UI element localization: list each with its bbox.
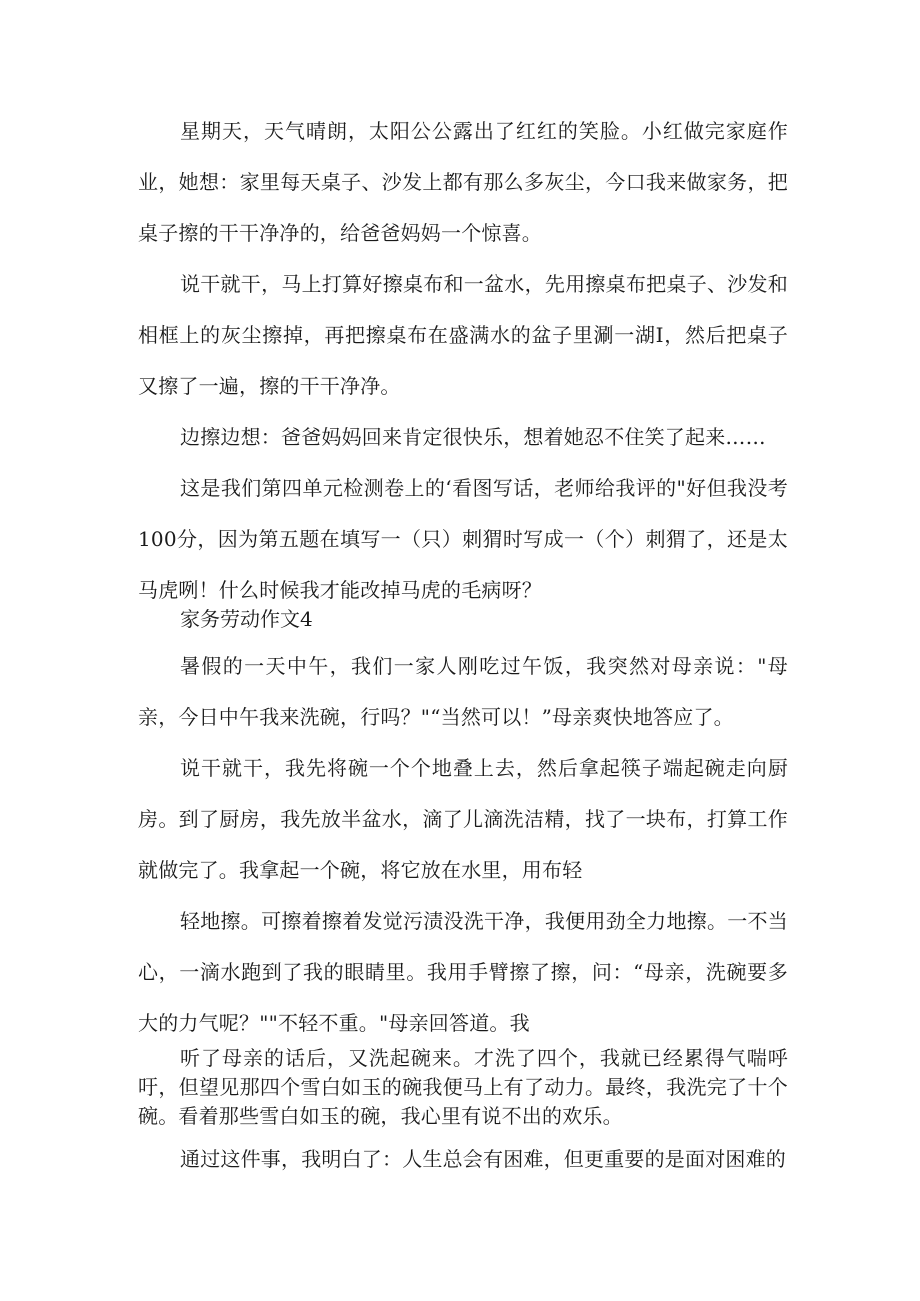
paragraph-9: 通过这件事，我明白了：人生总会有困难，但更重要的是面对困难的 [180,1147,786,1171]
paragraph-3: 边擦边想：爸爸妈妈回来肯定很快乐，想着她忍不住笑了起来…… [180,425,766,449]
section-title: 家务劳动作文4 [180,607,313,631]
paragraph-7: 轻地擦。可擦着擦着发觉污渍没洗干净，我便用劲全力地擦。一不当心，一滴水跑到了我的眼睛里。我用手臂擦了擦，问：“母亲，洗碗要多大的力气呢？""不轻不重。"母亲回答道。我 [138,909,788,1035]
paragraph-4: 这是我们第四单元检测卷上的‘看图写话，老师给我评的"好但我没考100分，因为第五题在填写一（只）刺猬时写成一（个）刺猬了，还是太马虎咧！什么时候我才能改掉马虎的毛病呀？ [138,476,788,602]
paragraph-6: 说干就干，我先将碗一个个地叠上去，然后拿起筷子端起碗走向厨房。到了厨房，我先放半盆水，滴了儿滴洗洁精，找了一块布，打算工作就做完了。我拿起一个碗，将它放在水里，用布轻 [138,756,788,882]
paragraph-8: 听了母亲的话后，又洗起碗来。才洗了四个，我就已经累得气喘呼吁，但望见那四个雪白如玉的碗我便马上有了动力。最终，我洗完了十个碗。看着那些雪白如玉的碗，我心里有说不出的欢乐。 [138,1046,788,1128]
paragraph-5: 暑假的一天中午，我们一家人刚吃过午饭，我突然对母亲说："母亲，今日中午我来洗碗，行吗？"“当然可以！”母亲爽快地答应了。 [138,654,788,729]
paragraph-2: 说干就干，马上打算好擦桌布和一盆水，先用擦桌布把桌子、沙发和相框上的灰尘擦掉，再把擦桌布在盛满水的盆子里涮一湖I，然后把桌子又擦了一遍，擦的干干净净。 [138,272,788,398]
paragraph-1: 星期天，天气晴朗，太阳公公露出了红红的笑脸。小红做完家庭作业，她想：家里每天桌子、沙发上都有那么多灰尘，今口我来做家务，把桌子擦的干干净净的，给爸爸妈妈一个惊喜。 [138,119,788,245]
